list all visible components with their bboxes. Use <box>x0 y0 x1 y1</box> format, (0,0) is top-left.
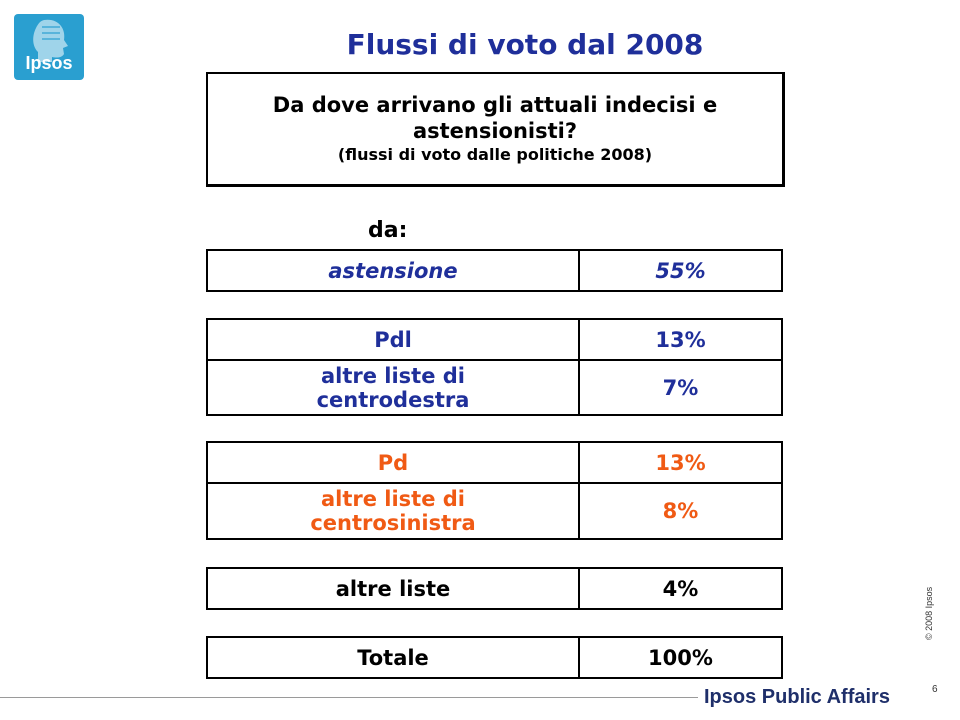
table-row <box>207 637 782 678</box>
question-line-2: astensionisti? <box>412 119 578 143</box>
ipsos-logo <box>14 14 84 80</box>
row-label: Pd <box>207 442 579 483</box>
row-label: altre liste <box>207 568 579 609</box>
row-label: Pdl <box>207 319 579 360</box>
footer-brand: Ipsos Public Affairs <box>704 686 890 708</box>
row-value: 100% <box>579 637 782 678</box>
table-row <box>207 360 782 415</box>
row-value: 13% <box>579 319 782 360</box>
row-label-line-2: centrodestra <box>316 387 470 412</box>
row-label <box>207 360 579 415</box>
flow-table-total <box>206 636 783 679</box>
logo-text: Ipsos <box>25 53 73 73</box>
flow-table-centre-right <box>206 318 783 416</box>
row-label-line-1: altre liste di <box>320 487 466 511</box>
footer-divider <box>0 697 698 698</box>
question-subtitle: (flussi di voto dalle politiche 2008) <box>337 145 653 164</box>
flow-table-centre-left <box>206 441 783 540</box>
from-label: da: <box>368 218 408 243</box>
copyright-notice: © 2008 Ipsos <box>924 586 934 640</box>
page-number: 6 <box>932 684 938 695</box>
table-row <box>207 483 782 539</box>
slide-title: Flussi di voto dal 2008 <box>346 28 704 61</box>
table-row <box>207 568 782 609</box>
table-row <box>207 319 782 360</box>
flow-table-abstention <box>206 249 783 292</box>
row-label <box>207 483 579 539</box>
question-box <box>206 72 785 187</box>
row-value: 55% <box>579 250 782 291</box>
row-label: astensione <box>207 250 579 291</box>
row-label-line-2: centrosinistra <box>310 511 476 535</box>
row-value: 13% <box>579 442 782 483</box>
row-value: 8% <box>579 483 782 539</box>
row-value: 4% <box>579 568 782 609</box>
row-label: Totale <box>207 637 579 678</box>
row-label-line-1: altre liste di <box>320 363 466 388</box>
row-value: 7% <box>579 360 782 415</box>
table-row <box>207 442 782 483</box>
table-row <box>207 250 782 291</box>
question-line-1: Da dove arrivano gli attuali indecisi e <box>272 93 718 117</box>
flow-table-other-lists <box>206 567 783 610</box>
